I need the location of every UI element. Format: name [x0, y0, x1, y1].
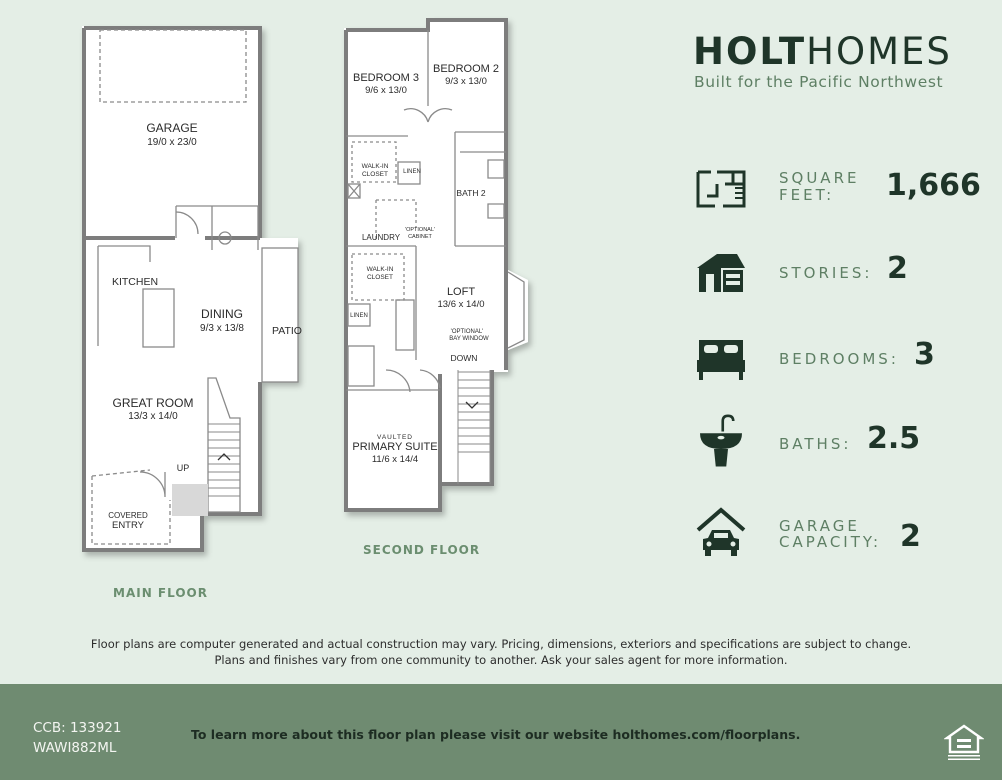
square-feet-value: 1,666	[886, 168, 981, 203]
garage-car-icon	[695, 506, 747, 562]
baths-value: 2.5	[867, 421, 921, 456]
stat-stories	[695, 244, 995, 300]
garage-capacity-label-1: GARAGE	[779, 517, 860, 535]
brand-tagline: Built for the Pacific Northwest	[694, 73, 944, 91]
linen2-label: LINEN	[350, 313, 368, 319]
sink-icon	[695, 414, 747, 470]
footer	[0, 684, 1002, 780]
stairs-up-label: UP	[176, 463, 190, 473]
dining-dim: 9/3 x 13/8	[200, 323, 244, 334]
garage-capacity-label-2: CAPACITY:	[779, 533, 882, 551]
primary-suite-dim: 11/6 x 14/4	[371, 454, 419, 465]
house-icon	[695, 244, 747, 300]
main-floor-label: MAIN FLOOR	[113, 586, 208, 600]
stories-value: 2	[887, 251, 908, 286]
bath2-label: BATH 2	[456, 188, 486, 198]
disclaimer	[0, 636, 1002, 668]
equal-housing-opportunity-icon	[944, 722, 984, 762]
stat-garage-capacity	[695, 506, 995, 562]
walkin-closet1-line1: WALK-IN	[361, 163, 389, 170]
ccb-number: CCB: 133921	[33, 720, 122, 736]
second-floor-label: SECOND FLOOR	[363, 543, 481, 557]
garage-name: GARAGE	[146, 121, 198, 135]
stat-square-feet	[695, 162, 995, 218]
patio-name: PATIO	[272, 325, 302, 337]
linen1-label: LINEN	[403, 169, 421, 175]
bedroom3-name: BEDROOM 3	[352, 72, 420, 84]
license-info	[33, 718, 122, 758]
entry-line1: COVERED	[108, 511, 148, 520]
bedroom2-dim: 9/3 x 13/0	[445, 76, 487, 87]
stat-bedrooms	[695, 330, 995, 386]
bedroom2-name: BEDROOM 2	[432, 63, 500, 75]
bay-window-line1: 'OPTIONAL'	[450, 329, 484, 335]
loft-dim: 13/6 x 14/0	[437, 299, 485, 310]
entry-line2: ENTRY	[111, 520, 145, 531]
laundry-label: LAUNDRY	[361, 233, 401, 242]
bed-icon	[695, 330, 747, 386]
bedrooms-value: 3	[914, 337, 935, 372]
baths-label: BATHS:	[779, 435, 852, 453]
vaulted-label: VAULTED	[376, 434, 414, 441]
loft-name: LOFT	[446, 286, 476, 298]
bedroom3-dim: 9/6 x 13/0	[365, 85, 407, 96]
floor-plans	[0, 0, 640, 610]
walkin-closet2-line1: WALK-IN	[366, 266, 394, 273]
stat-baths	[695, 414, 995, 470]
primary-suite-name: PRIMARY SUITE	[352, 441, 438, 453]
cabinet-line2: CABINET	[408, 234, 432, 240]
stairs-down-label: DOWN	[450, 353, 478, 363]
great-room-name: GREAT ROOM	[112, 396, 194, 410]
main-floor-plan	[82, 26, 302, 552]
disclaimer-line2: Plans and finishes vary from one community to another. Ask your sales agent for more information.	[214, 653, 788, 667]
walkin-closet2-line2: CLOSET	[366, 274, 394, 281]
floorplan-icon	[695, 162, 747, 218]
disclaimer-line1: Floor plans are computer generated and actual construction may vary. Pricing, dimensions, exteriors and specifications are subject to change.	[90, 637, 912, 651]
square-feet-label-2: FEET:	[779, 186, 835, 204]
brand-name-bold: HOLT	[693, 30, 807, 73]
garage-capacity-value: 2	[900, 519, 921, 554]
second-floor-plan	[344, 18, 528, 512]
brand-name-light: HOMES	[806, 30, 952, 73]
walkin-closet1-line2: CLOSET	[361, 171, 389, 178]
bay-window-line2: BAY WINDOW	[449, 336, 489, 342]
brand-logo	[693, 30, 952, 73]
great-room-dim: 13/3 x 14/0	[128, 411, 178, 422]
license-number: WAWI882ML	[33, 740, 117, 756]
bedrooms-label: BEDROOMS:	[779, 350, 899, 368]
dining-name: DINING	[201, 307, 243, 321]
garage-dim: 19/0 x 23/0	[147, 137, 197, 148]
website-cta: To learn more about this floor plan please visit our website holthomes.com/floorplans.	[191, 727, 801, 742]
stories-label: STORIES:	[779, 264, 873, 282]
kitchen-name: KITCHEN	[111, 276, 159, 288]
cabinet-line1: 'OPTIONAL'	[405, 227, 435, 233]
square-feet-label-1: SQUARE	[779, 169, 860, 187]
